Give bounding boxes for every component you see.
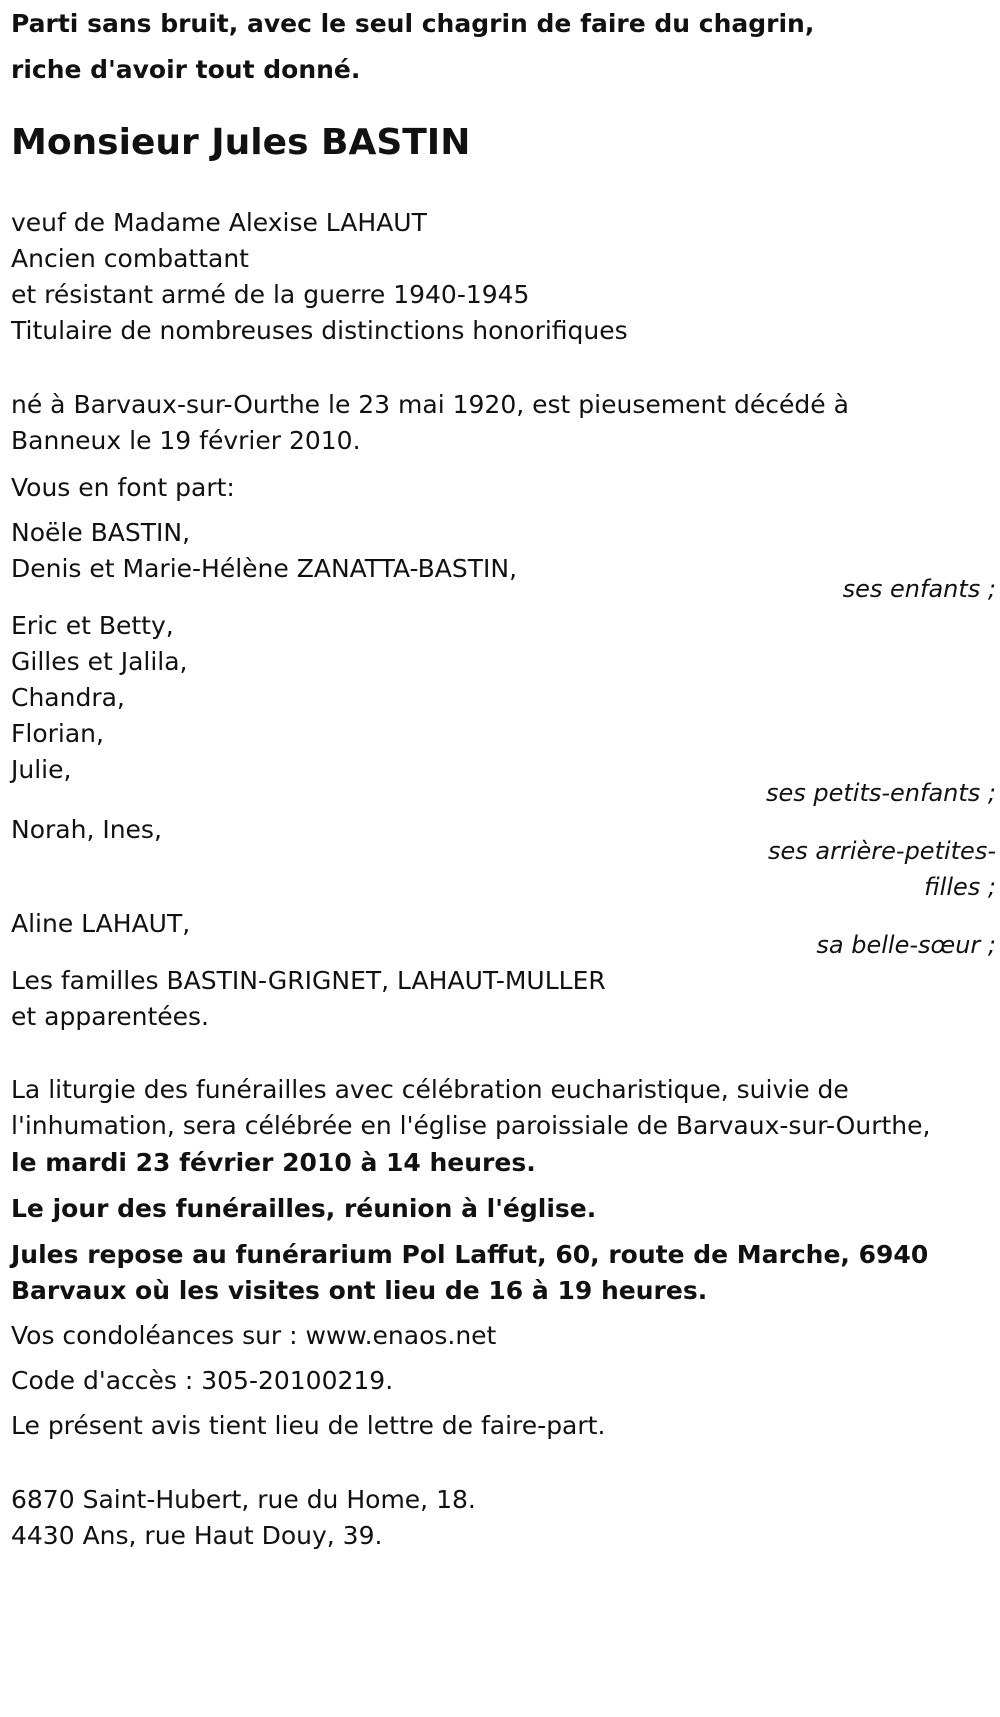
title-line: et résistant armé de la guerre 1940-1945 xyxy=(11,280,530,309)
funeral-line-2: l'inhumation, sera célébrée en l'église paroissiale de Barvaux-sur-Ourthe, xyxy=(11,1111,931,1140)
epigraph-line-2: riche d'avoir tout donné. xyxy=(11,55,361,84)
birth-death-line-1: né à Barvaux-sur-Ourthe le 23 mai 1920, est pieusement décédé à xyxy=(11,390,849,419)
great-grandchildren-role-line-1: ses arrière-petites- xyxy=(768,837,996,865)
deceased-name: Monsieur Jules BASTIN xyxy=(11,122,471,163)
notice-text: Le présent avis tient lieu de lettre de faire-part. xyxy=(11,1411,606,1440)
grandchild-name: Julie, xyxy=(11,755,72,784)
repose-line-1: Jules repose au funérarium Pol Laffut, 60, route de Marche, 6940 xyxy=(11,1240,929,1269)
funeral-date: le mardi 23 février 2010 à 14 heures. xyxy=(11,1148,536,1177)
address-line: 6870 Saint-Hubert, rue du Home, 18. xyxy=(11,1485,476,1514)
title-line: Titulaire de nombreuses distinctions honorifiques xyxy=(11,316,628,345)
grandchild-name: Gilles et Jalila, xyxy=(11,647,188,676)
great-grandchildren-role-line-2: filles ; xyxy=(924,873,996,901)
repose-line-2: Barvaux où les visites ont lieu de 16 à 19 heures. xyxy=(11,1276,708,1305)
child-name: Noële BASTIN, xyxy=(11,518,191,547)
funeral-line-1: La liturgie des funérailles avec célébration eucharistique, suivie de xyxy=(11,1075,849,1104)
epigraph-line-1: Parti sans bruit, avec le seul chagrin de faire du chagrin, xyxy=(11,9,815,38)
title-line: Ancien combattant xyxy=(11,244,249,273)
grandchildren-role: ses petits-enfants ; xyxy=(765,779,996,807)
child-name: Denis et Marie-Hélène ZANATTA-BASTIN, xyxy=(11,554,518,583)
address-line: 4430 Ans, rue Haut Douy, 39. xyxy=(11,1521,383,1550)
funeral-meeting: Le jour des funérailles, réunion à l'église. xyxy=(11,1194,597,1223)
sister-in-law-role: sa belle-sœur ; xyxy=(816,931,996,959)
announce-text: Vous en font part: xyxy=(11,473,235,502)
grandchild-name: Chandra, xyxy=(11,683,125,712)
children-role: ses enfants ; xyxy=(842,575,996,603)
great-grandchildren-names: Norah, Ines, xyxy=(11,815,162,844)
sister-in-law-name: Aline LAHAUT, xyxy=(11,909,191,938)
title-line: veuf de Madame Alexise LAHAUT xyxy=(11,208,427,237)
access-code: Code d'accès : 305-20100219. xyxy=(11,1366,394,1395)
families-line-2: et apparentées. xyxy=(11,1002,209,1031)
grandchild-name: Florian, xyxy=(11,719,104,748)
grandchild-name: Eric et Betty, xyxy=(11,611,174,640)
birth-death-line-2: Banneux le 19 février 2010. xyxy=(11,426,361,455)
families-line-1: Les familles BASTIN-GRIGNET, LAHAUT-MULLER xyxy=(11,966,606,995)
condolences-text: Vos condoléances sur : www.enaos.net xyxy=(11,1321,497,1350)
